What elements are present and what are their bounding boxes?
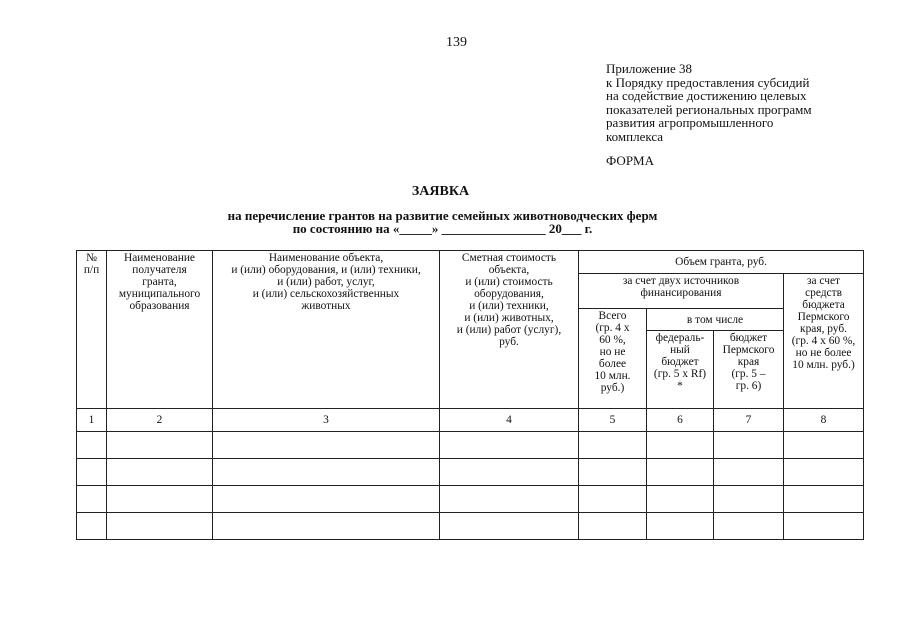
table-cell[interactable] xyxy=(784,432,864,459)
table-cell[interactable] xyxy=(579,513,647,540)
table-cell[interactable] xyxy=(213,486,440,513)
table-row xyxy=(77,513,864,540)
table-row xyxy=(77,432,864,459)
appendix-line: развития агропромышленного xyxy=(606,115,774,130)
table-cell[interactable] xyxy=(784,459,864,486)
table-cell[interactable] xyxy=(107,513,213,540)
header-object-name: Наименование объекта, и (или) оборудования, и (или) техники, и (или) работ, услуг, и (или) сельскохозяйственных животных xyxy=(213,251,440,409)
table-cell[interactable] xyxy=(579,432,647,459)
table-cell[interactable] xyxy=(440,513,579,540)
subtitle-line: на перечисление грантов на развитие семейных животноводческих ферм xyxy=(227,208,658,223)
column-number-row xyxy=(77,409,864,432)
column-number: 8 xyxy=(784,409,864,432)
document-subtitle xyxy=(0,209,905,235)
header-estimated-cost: Сметная стоимость объекта, и (или) стоимость оборудования, и (или) техники, и (или) животных, и (или) работ (услуг), руб. xyxy=(440,251,579,409)
appendix-header xyxy=(606,62,812,143)
header-recipient-name: Наименование получателя гранта, муниципального образования xyxy=(107,251,213,409)
column-number: 5 xyxy=(579,409,647,432)
table-cell[interactable] xyxy=(77,486,107,513)
document-title: ЗАЯВКА xyxy=(411,184,470,199)
table-cell[interactable] xyxy=(440,459,579,486)
header-federal-budget: федераль- ный бюджет (гр. 5 х Rf) * xyxy=(647,331,714,409)
column-number: 1 xyxy=(77,409,107,432)
table-cell[interactable] xyxy=(647,432,714,459)
header-grant-volume: Объем гранта, руб. xyxy=(579,251,864,274)
table-cell[interactable] xyxy=(714,459,784,486)
appendix-line: к Порядку предоставления субсидий xyxy=(606,74,810,90)
table-cell[interactable] xyxy=(440,486,579,513)
table-cell[interactable] xyxy=(647,513,714,540)
column-number: 4 xyxy=(440,409,579,432)
table-cell[interactable] xyxy=(647,459,714,486)
appendix-line: Приложение 38 xyxy=(606,61,693,76)
table-cell[interactable] xyxy=(213,513,440,540)
form-label: ФОРМА xyxy=(606,153,654,168)
header-total: Всего (гр. 4 х 60 %, но не более 10 млн. руб.) xyxy=(579,309,647,409)
table-cell[interactable] xyxy=(213,459,440,486)
table-cell[interactable] xyxy=(77,459,107,486)
table-cell[interactable] xyxy=(440,432,579,459)
column-number: 3 xyxy=(213,409,440,432)
column-number: 2 xyxy=(107,409,213,432)
table-row xyxy=(77,486,864,513)
table-cell[interactable] xyxy=(107,459,213,486)
grant-request-table xyxy=(76,250,864,540)
table-cell[interactable] xyxy=(107,486,213,513)
header-including: в том числе xyxy=(647,309,784,331)
table-cell[interactable] xyxy=(77,432,107,459)
table-cell[interactable] xyxy=(714,513,784,540)
table-cell[interactable] xyxy=(579,459,647,486)
page-number: 139 xyxy=(446,35,467,50)
header-regional-budget-only: за счет средств бюджета Пермского края, руб. (гр. 4 х 60 %, но не более 10 млн. руб.) xyxy=(784,274,864,409)
table-row xyxy=(77,459,864,486)
appendix-line: комплекса xyxy=(606,128,664,144)
header-perm-budget: бюджет Пермского края (гр. 5 – гр. 6) xyxy=(714,331,784,409)
header-row-number: № п/п xyxy=(77,251,107,409)
table-cell[interactable] xyxy=(77,513,107,540)
subtitle-date-line: по состоянию на «_____» ________________ 20___ г. xyxy=(292,221,593,236)
document-title-block xyxy=(0,184,905,235)
table-cell[interactable] xyxy=(647,486,714,513)
table-cell[interactable] xyxy=(714,432,784,459)
column-number: 7 xyxy=(714,409,784,432)
appendix-line: на содействие достижению целевых xyxy=(606,88,807,103)
column-number: 6 xyxy=(647,409,714,432)
table-cell[interactable] xyxy=(107,432,213,459)
table-cell[interactable] xyxy=(784,513,864,540)
table-cell[interactable] xyxy=(714,486,784,513)
header-two-sources: за счет двух источников финансирования xyxy=(579,274,784,309)
table-cell[interactable] xyxy=(784,486,864,513)
appendix-line: показателей региональных программ xyxy=(606,101,812,117)
table-cell[interactable] xyxy=(579,486,647,513)
table-cell[interactable] xyxy=(213,432,440,459)
